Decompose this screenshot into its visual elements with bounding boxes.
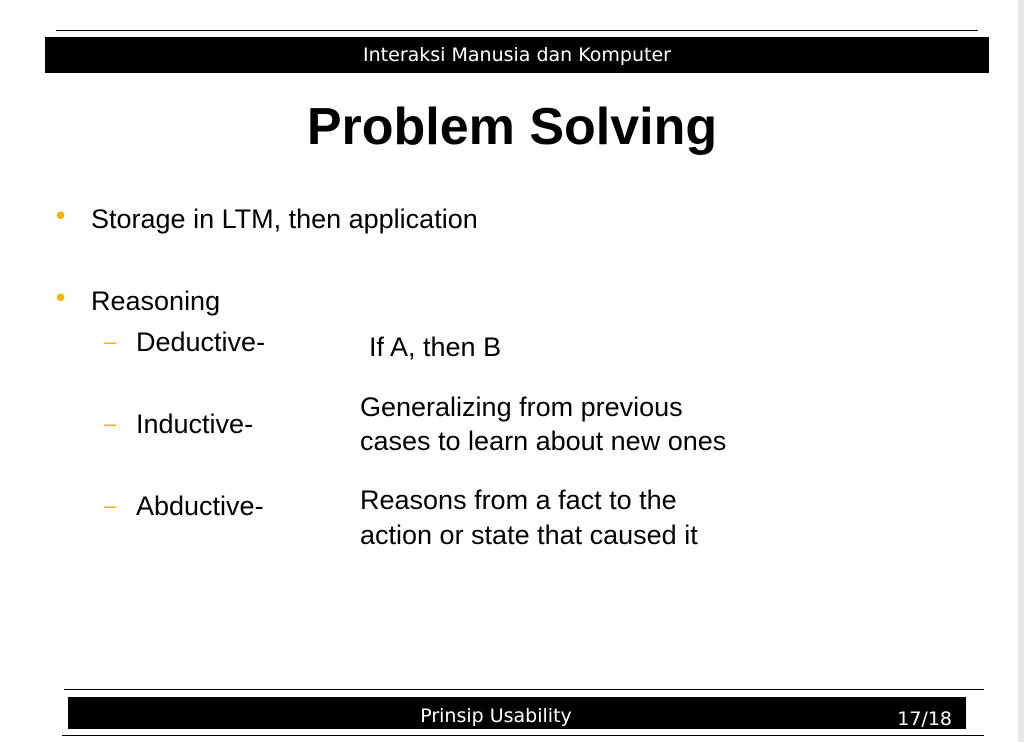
sub-item-inductive-label: Inductive- bbox=[136, 409, 254, 439]
sub-dash-icon: – bbox=[104, 329, 117, 354]
sub-item-abductive-description-line-1: Reasons from a fact to the bbox=[360, 485, 677, 515]
bullet-dot-icon: • bbox=[53, 284, 69, 314]
bullet-storage: Storage in LTM, then application bbox=[91, 204, 478, 234]
sub-dash-icon: – bbox=[104, 411, 117, 436]
sub-item-inductive-description-line-1: Generalizing from previous bbox=[360, 392, 683, 422]
bullet-reasoning: Reasoning bbox=[91, 286, 221, 316]
footer-bar bbox=[68, 697, 966, 729]
bottom-rule-top bbox=[64, 689, 984, 690]
sub-item-abductive-label: Abductive- bbox=[136, 491, 264, 521]
bullet-dot-icon: • bbox=[53, 202, 69, 232]
bottom-rule-bottom bbox=[62, 735, 984, 736]
sub-item-abductive-description-line-2: action or state that caused it bbox=[360, 520, 698, 550]
sub-item-inductive-description-line-2: cases to learn about new ones bbox=[360, 426, 727, 456]
slide-title: Problem Solving bbox=[306, 98, 718, 156]
header-bar bbox=[45, 37, 989, 73]
sub-item-deductive-description: If A, then B bbox=[369, 332, 502, 362]
page-number: 17/18 bbox=[897, 708, 952, 730]
sub-item-deductive-label: Deductive- bbox=[136, 327, 266, 357]
top-rule bbox=[56, 30, 978, 31]
sub-dash-icon: – bbox=[104, 493, 117, 518]
course-title: Interaksi Manusia dan Komputer bbox=[363, 44, 671, 66]
footer-section-title: Prinsip Usability bbox=[420, 705, 572, 727]
